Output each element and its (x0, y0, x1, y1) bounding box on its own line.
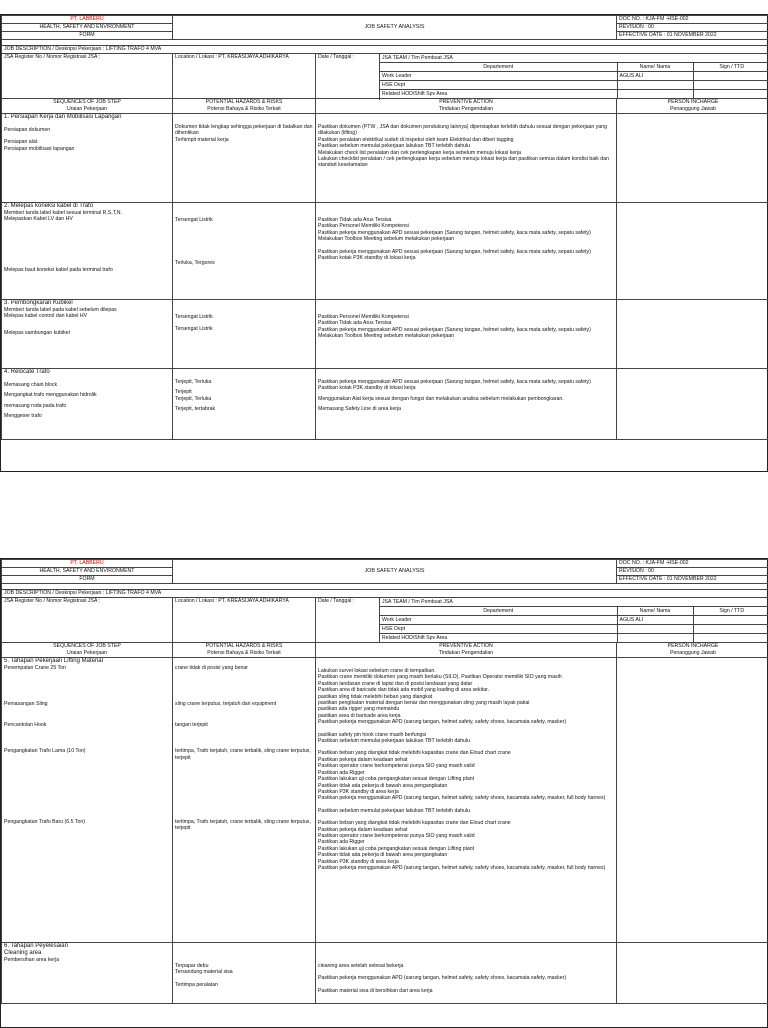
jsa-register: JSA Register No / Nomor Registrasi JSA : (2, 54, 173, 99)
team-row-hod: Related HOD/Shift Spv Area (380, 634, 617, 643)
date-field[interactable]: Date / Tanggal : (316, 54, 380, 99)
sign-label: Sign / TTD (693, 607, 768, 616)
person-cell[interactable] (617, 943, 768, 1004)
form-label: FORM (2, 576, 173, 584)
jsa-sheet-2 (0, 558, 768, 1028)
step-item: Menggeser trafo (4, 413, 170, 419)
hazard-item: crane tidak di posisi yang benar (175, 665, 313, 671)
section-1 (2, 114, 768, 203)
hazard-item: Terjepit, tertabrak (175, 406, 313, 412)
name-label: Name/ Nama (617, 607, 693, 616)
step-item: Memberi tanda label pada kabel sebelum dilepas (4, 307, 170, 313)
action-item: Pastikan tidak ada pekerja di bawah area pengangkatan (318, 852, 614, 858)
location: Location / Lokasi : PT. KREASIJAYA ADHIKARYA (173, 598, 316, 643)
action-item: Lakukan survei lokasi sebelum crane di tempatkan. (318, 668, 614, 674)
hazard-item: Tersengat Listrik (175, 217, 313, 223)
person-cell[interactable] (617, 114, 768, 203)
action-item: Lakukan checklist peralatan / cek perlengkapan kerja sebelum menuju lokasi kerja dan pastikan semua dalam kondisi baik dan standart keselamatan (318, 156, 614, 169)
revision: REVISION : 00 (617, 568, 768, 576)
header-table (1, 559, 768, 1004)
action-item: Pastikan pekerja menggunakan APD sesuai pekerjaan (Sarung tangan, helmet safety, kaca mata safety, sepatu safety) (318, 327, 614, 333)
hazard-item: Terjepit (175, 389, 313, 395)
action-item: Pastikan sebelum memulai pekerjaan lakukan TBT terlebih dahulu (318, 808, 614, 814)
team-sign-cell[interactable] (693, 634, 768, 643)
team-sign-cell[interactable] (693, 616, 768, 625)
section-title: 6. Tahapan Peyelesaian (4, 943, 170, 950)
person-cell[interactable] (617, 658, 768, 943)
section-title: 1. Persiapan Kerja dan Mobilisasi Lapangan (4, 114, 170, 121)
hazard-item: Terhimpit material kerja (175, 137, 313, 143)
hazard-item: Tersengat Listrik (175, 326, 313, 332)
jsa-team-table (380, 54, 768, 98)
team-sign-cell[interactable] (693, 72, 768, 81)
section-title: 4. Relocate Trafo (4, 369, 170, 376)
company-name: PT. LABBERU (2, 16, 173, 24)
team-row-work-leader: Work Leader (380, 616, 617, 625)
person-cell[interactable] (617, 203, 768, 300)
step-item: Persiapan mobilisasi lapangan (4, 146, 170, 152)
revision: REVISION : 00 (617, 24, 768, 32)
action-item: Pastikan dokumen (PTW , JSA dan dokumen pendukung lainnya) dipersiapkan terlebih dahulu sesuai dengan pekerjaan yang dilakukan (lifting) (318, 124, 614, 137)
hazard-item: Terjepit, Terluka (175, 396, 313, 402)
col-head-action: PREVENTIVE ACTION Tindakan Pengendalian (316, 643, 617, 658)
section-title: 5. Tahapan Pekerjaan Lifting Material (4, 658, 170, 665)
col-head-person: PERSON INCHARGE Penanggung Jawab (617, 643, 768, 658)
header-table (1, 15, 768, 440)
step-item: Memasang chain block (4, 382, 170, 388)
team-member-name: AGUS ALI (617, 616, 693, 625)
action-item: Melakukan Toolbox Meeting sebelum melakukan pekerjaan (318, 236, 614, 242)
step-item: Melepas sambungan kubikel (4, 330, 170, 336)
effective-date: EFFECTIVE DATE : 01 NOVEMBER 2022 (617, 32, 768, 40)
action-item: pastikan pengikatan material dengan benar dan menggunakan sling yang masih layak pakai (318, 700, 614, 706)
section-6 (2, 943, 768, 1004)
hazard-item: Terluka, Tergores (175, 260, 313, 266)
hazard-item: tertimpa, Trafo terjatuh, crane terbalik, sling crane terputus, terjepit (175, 819, 313, 832)
action-item: Pastikan pekerja menggunakan APD sesuai pekerjaan (Sarung tangan, helmet safety, kaca mata safety, sepatu safety) (318, 230, 614, 236)
action-item: Pastikan pekerja dalam keadaan sehat (318, 757, 614, 763)
action-item: Menggunakan Alat kerja sesuai dengan fungsi dan melakukan analisa sebelum melakukan pembongkaran. (318, 396, 614, 402)
team-row-hse: HSE Dept (380, 81, 617, 90)
date-field[interactable]: Date / Tanggal : (316, 598, 380, 643)
action-item: Pastikan Tidak ada Arus Tersisa (318, 217, 614, 223)
action-item: Pastikan beban yang diangkat tidak melebihi kapasitas crane dan Eloud chart crane (318, 750, 614, 756)
section-3 (2, 300, 768, 369)
hazard-item: Terjepit, Terluka (175, 379, 313, 385)
col-head-hazard: POTENTIAL HAZARDS & RISKS Potensi Bahaya & Risiko Terkait (173, 99, 316, 114)
team-row-hse: HSE Dept (380, 625, 617, 634)
jsa-team-title: JSA TEAM / Tim Pembuat JSA (380, 598, 768, 607)
hazard-item: Tersandung material sisa (175, 969, 313, 975)
doc-number: DOC NO. : KJA-FM -HSE-002 (617, 560, 768, 568)
action-item: Pastikan operator crane berkompetensi punya SIO yang masih valid (318, 763, 614, 769)
col-head-sequence: SEQUENCES OF JOB STEP Uraian Pekerjaan (2, 99, 173, 114)
section-title: 3. Pembongkaran Kubikel (4, 300, 170, 307)
person-cell[interactable] (617, 369, 768, 440)
job-description: JOB DESCRIPTION / Deskripsi Pekerjaan : LIFTING TRAFO 4 MVA (2, 46, 768, 54)
col-head-person: PERSON INCHARGE Penanggung Jawab (617, 99, 768, 114)
step-item: Persiapan alat (4, 139, 170, 145)
section-5 (2, 658, 768, 943)
section-2 (2, 203, 768, 300)
jsa-team-block (380, 598, 768, 643)
step-item: Memberi tanda label kabel sesuai terminal R,S,T,N. (4, 210, 170, 216)
team-name-cell[interactable] (617, 625, 693, 634)
col-head-sequence: SEQUENCES OF JOB STEP Uraian Pekerjaan (2, 643, 173, 658)
effective-date: EFFECTIVE DATE : 01 NOVEMBER 2022 (617, 576, 768, 584)
step-item: Penempatan Crane 25 Ton (4, 665, 170, 671)
person-cell[interactable] (617, 300, 768, 369)
team-row-work-leader: Work Leader (380, 72, 617, 81)
hazard-item: tangan terjepit (175, 722, 313, 728)
action-item: Pastikan lakukan uji coba pengangkatan sesuai dengan Lifting plant (318, 776, 614, 782)
hazard-item: Tersengat Listrik (175, 314, 313, 320)
action-item: Pastikan P3K standby di area kerja (318, 789, 614, 795)
step-item: Pemasangan Sling (4, 701, 170, 707)
team-name-cell[interactable] (617, 90, 693, 99)
action-item: Pastikan Tidak ada Arus Tersisa (318, 320, 614, 326)
action-item: pastikan ada rigger yang memandu (318, 706, 614, 712)
team-sign-cell[interactable] (693, 625, 768, 634)
section-title: 2. Melepas koneksi kabel di Trafo (4, 203, 170, 210)
action-item: Pastikan operator crane berkompetensi punya SIO yang masih valid (318, 833, 614, 839)
step-item: Pengangkatan Trafo Baru (6.5 Ton) (4, 819, 170, 825)
section-4 (2, 369, 768, 440)
hazard-item: sling crane terputus, terjatuh dari equipment (175, 701, 313, 707)
action-item: Pastikan ada Rigger (318, 839, 614, 845)
action-item: Pastikan pekerja menggunakan APD sesuai pekerjaan (Sarung tangan, helmet safety, kaca mata safety, sepatu safety) (318, 249, 614, 255)
action-item: Pastikan pekerja menggunakan APD (sarung tangan, helmet safety, safety shoes, kacamata safety, masker, full body harnes) (318, 795, 614, 801)
job-description: JOB DESCRIPTION / Deskripsi Pekerjaan : LIFTING TRAFO 4 MVA (2, 590, 768, 598)
location: Location / Lokasi : PT. KREASIJAYA ADHIKARYA (173, 54, 316, 99)
action-item: Pastikan sebelum memulai pekerjaan lakukan TBT terlebih dahulu (318, 738, 614, 744)
hazard-item: Tertimpa peralatan (175, 982, 313, 988)
section-subtitle: Cleaning area (4, 950, 170, 957)
team-name-cell[interactable] (617, 81, 693, 90)
action-item: Melakukan Toolbox Meeting sebelum melakukan pekerjaan (318, 333, 614, 339)
action-item: Pastikan kotak P3K standby di lokasi kerja (318, 255, 614, 261)
hazard-item: tertimpa, Trafo terjatuh, crane terbalik, sling crane terputus, terjepit (175, 748, 313, 761)
step-item: Melepas baut koneksi kabel pada terminal trafo (4, 267, 170, 273)
departement-label: Departement (380, 63, 617, 72)
action-item: Pastikan pekerja menggunakan APD sesuai pekerjaan (Sarung tangan, helmet safety, kaca mata safety, sepatu safety) (318, 379, 614, 385)
team-sign-cell[interactable] (693, 81, 768, 90)
action-item: Pastikan area di baricade dan tidak ada mobil yang loading di area sekitar. (318, 687, 614, 693)
action-item: Melakukan check list peralatan dan cek perlengkapan kerja sebelum menuju lokasi kerja (318, 150, 614, 156)
action-item: Pastikan material sisa di bersihkan dari area kerja (318, 988, 614, 994)
action-item: pastikan safety pin hook crane masih berfungsi (318, 732, 614, 738)
action-item: pastikan sling tidak melebihi beban yang diangkat (318, 694, 614, 700)
col-head-action: PREVENTIVE ACTION Tindakan Pengendalian (316, 99, 617, 114)
action-item: Pastikan pekerja menggunakan APD (sarung tangan, helmet safety, safety shoes, kacamata safety, masker) (318, 719, 614, 725)
step-item: Melepaskan Kabel LV dan HV (4, 216, 170, 222)
action-item: Pastikan pekerja menggunakan APD (sarung tangan, helmet safety, safety shoes, kacamata safety, masker, full body harnes) (318, 865, 614, 871)
action-item: Pastikan beban yang diangkat tidak melebihi kapasitas crane dan Eloud chart crane (318, 820, 614, 826)
jsa-team-block (380, 54, 768, 99)
col-head-hazard: POTENTIAL HAZARDS & RISKS Potensi Bahaya & Risiko Terkait (173, 643, 316, 658)
hazard-item: Dokumen tidak lengkap sehingga pekerjaan di batalkan dan dihentikan (175, 124, 313, 137)
team-member-name: AGUS ALI (617, 72, 693, 81)
action-item: Pastikan landasan crane di lapisi dan di posisi landasan yang datar (318, 681, 614, 687)
name-label: Name/ Nama (617, 63, 693, 72)
jsa-team-table (380, 598, 768, 642)
action-item: Pastikan Personel Memiliki Kompetensi (318, 223, 614, 229)
step-item: Melepas kabel control dan kabel HV (4, 313, 170, 319)
action-item: Pastikan ada Rigger (318, 770, 614, 776)
action-item: Pastikan sebelum memulai pekerjaan lakukan TBT terlebih dahulu (318, 143, 614, 149)
action-item: Pastikan pekerja menggunakan APD (sarung tangan, helmet safety, safety shoes, kacamata safety, masker) (318, 975, 614, 981)
action-item: Pastikan tidak ada pekerja di bawah area pengangkatan (318, 783, 614, 789)
action-item: Memasang Safety Line di area kerja (318, 406, 614, 412)
step-item: Pencantolan Hook (4, 722, 170, 728)
departement-label: Departement (380, 607, 617, 616)
action-item: Pastikan kotak P3K standby di lokasi kerja (318, 385, 614, 391)
action-item: Pastikan pekerja dalam keadaan sehat (318, 827, 614, 833)
action-item: Pastikan Personel Memiliki Kompetensi (318, 314, 614, 320)
sign-label: Sign / TTD (693, 63, 768, 72)
step-item: Persiapan dokumen (4, 127, 170, 133)
action-item: Pastikan crane memiliki dokumen yang masih berlaku (SILO), Pastikan Operator memiliki SIO yang masih (318, 674, 614, 680)
step-item: Pembersihan area kerja (4, 957, 170, 963)
team-name-cell[interactable] (617, 634, 693, 643)
team-row-hod: Related HOD/Shift Spv Area (380, 90, 617, 99)
action-item: pastikan area di baricade area kerja (318, 713, 614, 719)
department-name: HEALTH, SAFETY AND ENVIRONMENT (2, 24, 173, 32)
doc-number: DOC NO. : KJA-FM -HSE-002 (617, 16, 768, 24)
step-item: memasang roda pada trafo (4, 403, 170, 409)
document-title: JOB SAFETY ANALYSIS (173, 560, 617, 584)
step-item: Mengangkat trafo menggunakan hidrolik (4, 392, 170, 398)
action-item: cleaning area setelah selesai bekerja (318, 963, 614, 969)
team-sign-cell[interactable] (693, 90, 768, 99)
department-name: HEALTH, SAFETY AND ENVIRONMENT (2, 568, 173, 576)
action-item: Pastikan lakukan uji coba pengangkatan sesuai dengan Lifting plant (318, 846, 614, 852)
document-title: JOB SAFETY ANALYSIS (173, 16, 617, 40)
company-name: PT. LABBERU (2, 560, 173, 568)
jsa-team-title: JSA TEAM / Tim Pembuat JSA (380, 54, 768, 63)
jsa-sheet-1 (0, 14, 768, 472)
form-label: FORM (2, 32, 173, 40)
jsa-register: JSA Register No / Nomor Registrasi JSA : (2, 598, 173, 643)
hazard-item: Terpapar debu (175, 963, 313, 969)
step-item: Pengangkatan Trafo Lama (10 Ton) (4, 748, 170, 754)
action-item: Pastikan P3K standby di area kerja (318, 859, 614, 865)
action-item: Pastikan peralatan elektrikal sudah di inspeksi oleh team Elektrikal dan diberi tagging (318, 137, 614, 143)
